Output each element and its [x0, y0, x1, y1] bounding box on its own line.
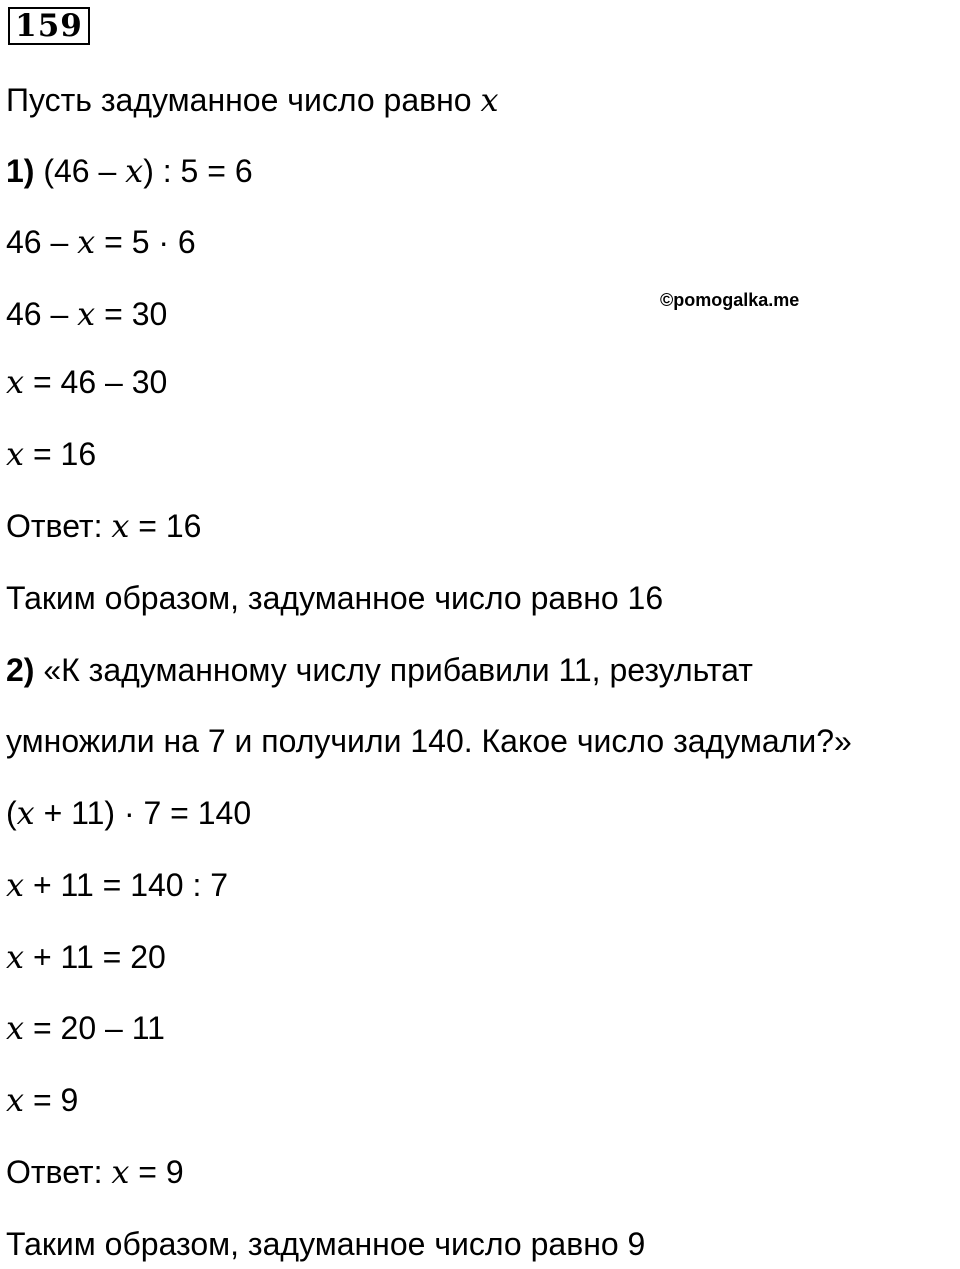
part2-equation-3	[6, 937, 166, 977]
variable: x	[111, 1153, 130, 1191]
part1-equation-4	[6, 362, 167, 402]
variable: x	[77, 295, 96, 333]
problem-number: 159	[8, 7, 90, 45]
variable: x	[6, 363, 25, 401]
answer-label: Ответ:	[6, 508, 112, 544]
part1-equation-1	[6, 151, 253, 191]
equation-text: = 20 – 11	[24, 1010, 165, 1046]
equation-text: 46 –	[6, 224, 78, 260]
equation-text: 46 –	[6, 296, 78, 332]
part2-answer	[6, 1152, 184, 1192]
variable: x	[480, 81, 499, 119]
part1-equation-5	[6, 434, 96, 474]
equation-text: (	[6, 795, 17, 831]
part2-conclusion: Таким образом, задуманное число равно 9	[6, 1226, 646, 1262]
part2-problem-line-2: умножили на 7 и получили 140. Какое число задумали?»	[6, 723, 852, 759]
part2-equation-1	[6, 793, 251, 833]
problem-text: «К задуманному числу прибавили 11, результат	[43, 652, 753, 688]
answer-value: = 9	[129, 1154, 184, 1190]
part1-label: 1)	[6, 153, 35, 189]
watermark: ©pomogalka.me	[660, 290, 800, 310]
part2-equation-2	[6, 865, 228, 905]
equation-text: + 11 = 140 : 7	[24, 867, 229, 903]
equation-text: = 5 · 6	[95, 224, 196, 260]
variable: x	[6, 866, 25, 904]
part2-problem-line-1	[6, 650, 753, 690]
part2-label: 2)	[6, 652, 35, 688]
variable: x	[6, 938, 25, 976]
equation-text: (46 –	[43, 153, 126, 189]
part1-equation-3	[6, 294, 167, 334]
variable: x	[16, 794, 35, 832]
part2-equation-4	[6, 1008, 165, 1048]
variable: x	[111, 507, 130, 545]
equation-text: ) : 5 = 6	[143, 153, 253, 189]
answer-value: = 16	[129, 508, 202, 544]
equation-text: = 16	[24, 436, 97, 472]
intro-text: Пусть задуманное число равно	[6, 82, 472, 118]
equation-text: = 46 – 30	[24, 364, 168, 400]
part1-answer	[6, 506, 201, 546]
part1-conclusion: Таким образом, задуманное число равно 16	[6, 580, 664, 616]
equation-text: + 11 = 20	[24, 939, 166, 975]
intro-line	[6, 80, 499, 120]
equation-text: = 30	[95, 296, 168, 332]
part1-equation-2	[6, 222, 196, 262]
equation-text: = 9	[24, 1082, 79, 1118]
variable: x	[6, 435, 25, 473]
variable: x	[6, 1081, 25, 1119]
variable: x	[6, 1009, 25, 1047]
part2-equation-5	[6, 1080, 78, 1120]
answer-label: Ответ:	[6, 1154, 112, 1190]
equation-text: + 11) · 7 = 140	[34, 795, 252, 831]
variable: x	[125, 152, 144, 190]
variable: x	[77, 223, 96, 261]
